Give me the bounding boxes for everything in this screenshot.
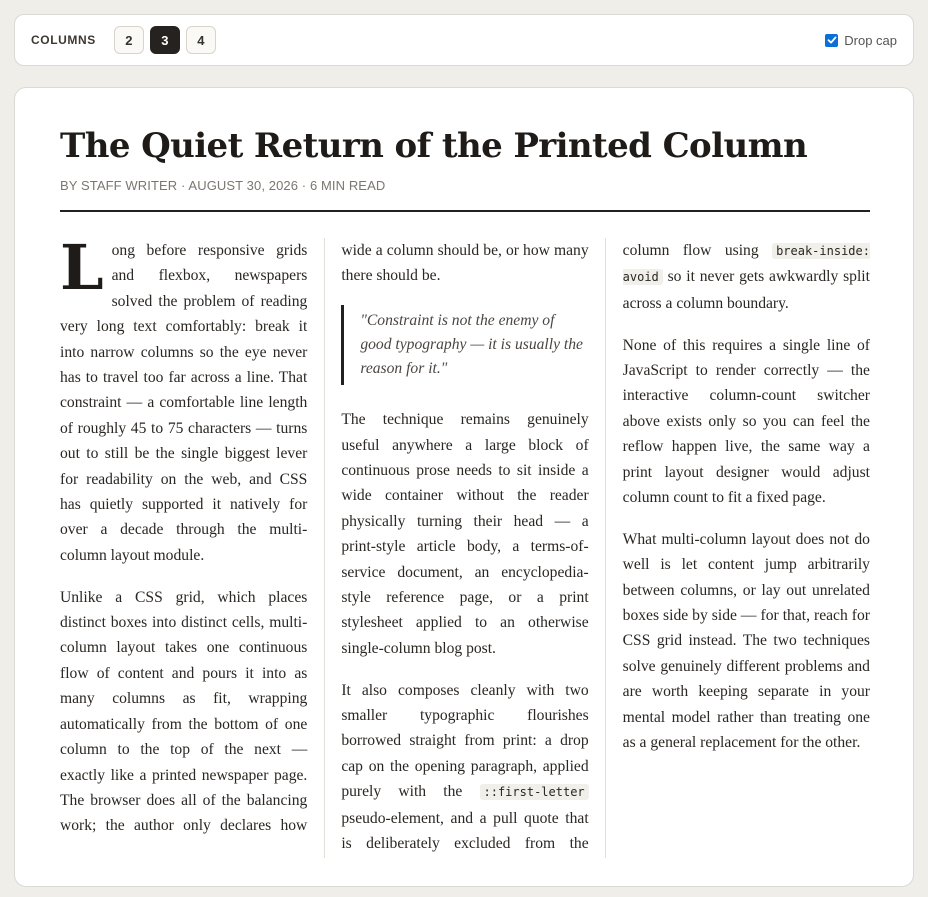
paragraph-4-text-b: pseudo-element, and a pull quote that is deliberately excluded from the column flow using <box>341 242 773 853</box>
first-letter-code: ::first-letter <box>480 784 589 800</box>
paragraph-3: The technique remains genuinely useful anywhere a large block of continuous prose needs to sit inside a wide container without the reader physically turning their head — a print-style article body, a terms-of-service document, an encyclopedia-style reference page, or a print stylesheet applied to an otherwise single-column blog post. <box>341 411 589 657</box>
pull-quote: "Constraint is not the enemy of good typography — it is usually the reason for it." <box>341 305 588 385</box>
paragraph-4-text-c: so it never gets awkwardly split across a column boundary. <box>622 268 870 312</box>
layout-toolbar <box>14 14 914 66</box>
article-byline: BY STAFF WRITER · AUGUST 30, 2026 · 6 MIN READ <box>60 178 386 193</box>
dropcap-label: Drop cap <box>844 32 897 48</box>
columns-2-button[interactable]: 2 <box>114 26 144 54</box>
columns-3-button[interactable]: 3 <box>150 26 180 54</box>
dropcap-toggle[interactable] <box>825 33 897 48</box>
columns-label: COLUMNS <box>31 33 96 47</box>
break-inside-code: break-inside: avoid <box>622 244 870 285</box>
check-icon <box>827 35 837 45</box>
paragraph-5: None of this requires a single line of JavaScript to render correctly — the interactive column-count switcher above exists only so you can feel the reflow happen live, the same way a print layout designer would adjust column count to fit a fixed page. <box>622 336 870 507</box>
article-card <box>14 87 914 887</box>
paragraph-1: Long before responsive grids and flexbox, newspapers solved the problem of reading very long text comfortably: break it into narrow columns so the eye never has to travel too far across a line. That constraint — a comfortable line length of roughly 45 to 75 characters — turns out to still be the single biggest lever for readability on the web, and CSS has quietly supported it natively for over a decade through the multi-column layout module. <box>60 231 308 564</box>
dropcap-checkbox[interactable] <box>825 34 838 47</box>
paragraph-2: Unlike a CSS grid, which places distinct boxes into distinct cells, multi-column layout takes one continuous flow of content and pours it into as many columns as fit, wrapping automatically from the bottom of one column to the top of the next — exactly like a printed newspaper page. The browser does all of the balancing work; the author only declares how wide a column should be, or how many there should be. <box>60 242 589 835</box>
title-divider <box>60 210 870 212</box>
article-body <box>60 231 870 858</box>
article-title: The Quiet Return of the Printed Column <box>60 126 808 166</box>
paragraph-4-text-a: It also composes cleanly with two smaller typographic flourishes borrowed straight from print: a drop cap on the opening paragraph, applied purely with the <box>341 681 589 801</box>
paragraph-6: What multi-column layout does not do well is let content jump arbitrarily between columns, or lay out unrelated boxes side by side — for that, reach for CSS grid instead. The two techniques solve genuinely different problems and are worth keeping separate in your mental model rather than treating one as a general replacement for the other. <box>622 530 870 752</box>
columns-4-button[interactable]: 4 <box>186 26 216 54</box>
